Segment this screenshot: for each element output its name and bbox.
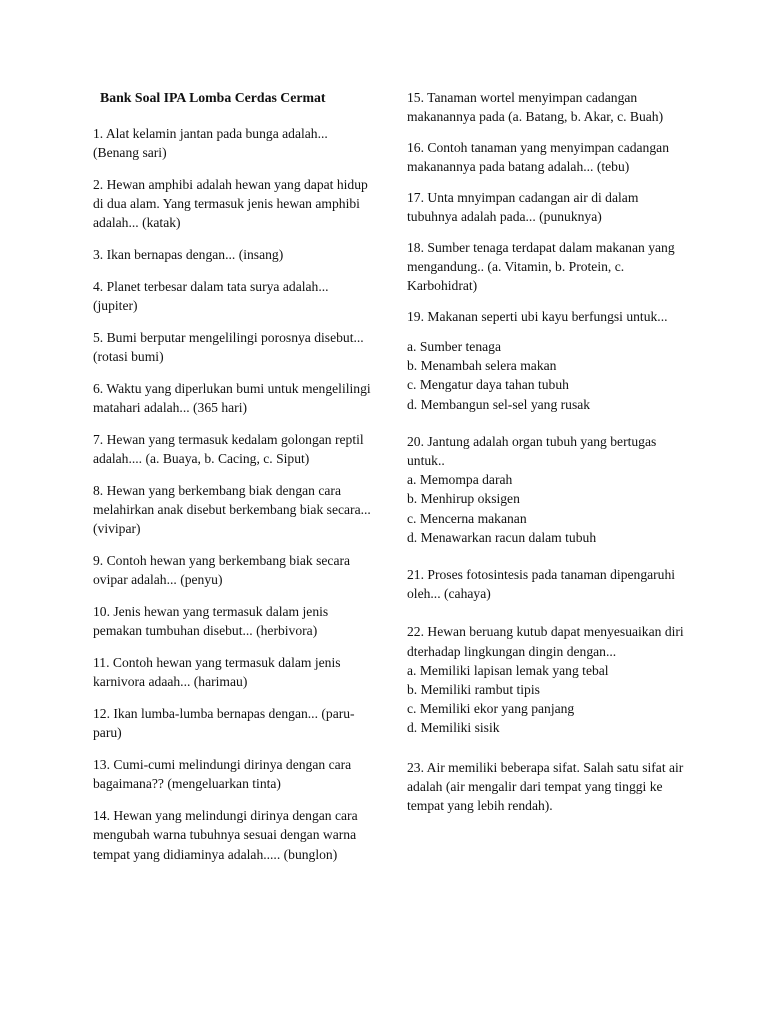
question-9: 9. Contoh hewan yang berkembang biak secara ovipar adalah... (penyu) [93,553,351,588]
question-20-stem: 20. Jantung adalah organ tubuh yang bertugas untuk.. [407,433,657,469]
document-title: Bank Soal IPA Lomba Cerdas Cermat [100,90,326,105]
question-14: 14. Hewan yang melindungi dirinya dengan cara mengubah warna tubuhnya sesuai dengan warna tempat yang didiaminya adalah..... (bunglon) [93,808,358,862]
question-6: 6. Waktu yang diperlukan bumi untuk mengelilingi matahari adalah... (365 hari) [93,381,371,416]
option-c: c. Memiliki ekor yang panjang [407,701,575,717]
question-15: 15. Tanaman wortel menyimpan cadangan makanannya pada (a. Batang, b. Akar, c. Buah) [407,90,664,125]
option-a: a. Memompa darah [407,472,513,488]
question-18: 18. Sumber tenaga terdapat dalam makanan yang mengandung.. (a. Vitamin, b. Protein, c. Karbohidrat) [407,239,675,294]
question-7: 7. Hewan yang termasuk kedalam golongan reptil adalah.... (a. Buaya, b. Cacing, c. Siput) [93,432,364,467]
question-21: 21. Proses fotosintesis pada tanaman dipengaruhi oleh... (cahaya) [407,567,676,602]
question-13: 13. Cumi-cumi melindungi dirinya dengan cara bagaimana?? (mengeluarkan tinta) [93,757,352,792]
question-23: 23. Air memiliki beberapa sifat. Salah satu sifat air adalah (air mengalir dari tempat yang tinggi ke tempat yang lebih rendah). [407,759,684,814]
option-c: c. Mencerna makanan [407,510,527,526]
question-10: 10. Jenis hewan yang termasuk dalam jenis pemakan tumbuhan disebut... (herbivora) [93,604,329,639]
question-8: 8. Hewan yang berkembang biak dengan cara melahirkan anak disebut berkembang biak secara... (vivipar) [93,483,371,537]
option-a: a. Memiliki lapisan lemak yang tebal [407,662,609,678]
question-2: 2. Hewan amphibi adalah hewan yang dapat hidup di dua alam. Yang termasuk jenis hewan amphibi adalah... (katak) [93,177,368,231]
option-d: d. Membangun sel-sel yang rusak [407,396,591,412]
question-22-options [407,661,689,738]
question-11: 11. Contoh hewan yang termasuk dalam jenis karnivora adaah... (harimau) [93,655,341,690]
option-d: d. Memiliki sisik [407,720,500,736]
question-1: 1. Alat kelamin jantan pada bunga adalah... (Benang sari) [93,126,328,161]
question-17: 17. Unta mnyimpan cadangan air di dalam tubuhnya adalah pada... (punuknya) [407,189,639,225]
question-3: 3. Ikan bernapas dengan... (insang) [93,247,284,263]
question-4: 4. Planet terbesar dalam tata surya adalah... (jupiter) [93,279,329,314]
question-5: 5. Bumi berputar mengelilingi porosnya disebut... (rotasi bumi) [93,330,364,365]
question-12: 12. Ikan lumba-lumba bernapas dengan... (paru-paru) [93,706,355,741]
option-c: c. Mengatur daya tahan tubuh [407,377,569,393]
option-b: b. Menhirup oksigen [407,491,520,507]
question-19-stem: 19. Makanan seperti ubi kayu berfungsi untuk... [407,308,668,324]
option-a: a. Sumber tenaga [407,339,501,355]
question-20 [407,432,689,547]
option-b: b. Memiliki rambut tipis [407,682,540,698]
question-16: 16. Contoh tanaman yang menyimpan cadangan makanannya pada batang adalah... (tebu) [407,139,669,175]
option-b: b. Menambah selera makan [407,358,557,374]
question-20-options [407,470,689,547]
question-19-options [407,337,689,414]
question-22 [407,622,689,737]
right-column [407,88,689,827]
option-d: d. Menawarkan racun dalam tubuh [407,529,597,545]
question-19 [407,307,689,414]
question-22-stem: 22. Hewan beruang kutub dapat menyesuaikan diri dterhadap lingkungan dingin dengan... [407,624,684,659]
left-column [93,88,373,876]
